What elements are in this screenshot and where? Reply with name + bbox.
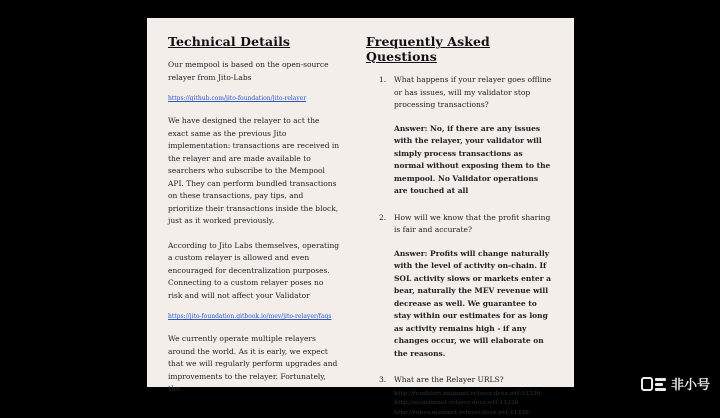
faq-column: [366, 34, 554, 418]
jito-relayer-faq-link[interactable]: https://jito-foundation.gitbook.io/mev/jito-relayer/faqs: [168, 313, 340, 320]
faq-answer: Answer: Profits will change naturally with the level of activity on-chain. If SOL activity slows or markets enter a bear, naturally the MEV revenue will decrease as well. We guarantee to stay within our estimates for as long as activity remains high - if any changes occur, we will elaborate on the reasons.: [394, 248, 554, 361]
faq-question: What happens if your relayer goes offline or has issues, will my validator stop processing transactions?: [394, 74, 554, 112]
watermark-text: 非小号: [671, 374, 710, 393]
relayer-url: http://tokyo.mainnet.relayer.deez.wtf:11226: [394, 409, 554, 418]
technical-details-column: [168, 34, 340, 396]
faq-question: How will we know that the profit sharing is fair and accurate?: [394, 212, 554, 237]
faq-item-number: 1.: [379, 74, 386, 87]
jito-relayer-github-link[interactable]: https://github.com/jito-foundation/jito-relayer: [168, 95, 340, 102]
faq-question: What are the Relayer URLS?: [394, 374, 554, 387]
relayer-url: http://ny.mainnet.relayer.deez.wtf:11226: [394, 399, 554, 409]
fxh-logo-icon: [641, 376, 667, 392]
faq-answer: Answer: No, if there are any issues with the relayer, your validator will simply process transactions as normal without exposing them to the mempool. No Validator operations are touched at all: [394, 123, 554, 198]
mempool-intro-text: Our mempool is based on the open-source relayer from Jito-Labs: [168, 59, 340, 84]
faq-item-number: 3.: [379, 374, 386, 387]
faq-item: [366, 212, 554, 361]
faq-item: [366, 74, 554, 198]
faq-heading: Frequently Asked Questions: [366, 34, 554, 64]
document-page: [147, 18, 574, 387]
faq-item: [366, 374, 554, 418]
technical-details-heading: Technical Details: [168, 34, 340, 49]
relayer-url: http://frankfurt.mainnet.relayer.deez.wtf:11226: [394, 390, 554, 400]
watermark: [641, 374, 710, 393]
jito-labs-permission-text: According to Jito Labs themselves, operating a custom relayer is allowed and even encouraged for decentralization purposes. Connecting to a custom relayer poses no risk and will not affect your Validator: [168, 240, 340, 303]
relayer-design-text: We have designed the relayer to act the exact same as the previous Jito implementation: transactions are received in the relayer and are made available to searchers who subscribe to the Mempool API. They can perform bundled transactions on these transactions, pay tips, and prioritize their transactions inside the block, just as it worked previously.: [168, 115, 340, 228]
faq-list: [366, 74, 554, 418]
relayers-operation-text: We currently operate multiple relayers around the world. As it is early, we expect that we will regularly perform upgrades and improvements to the relayer. Fortunately, the: [168, 333, 340, 396]
faq-item-number: 2.: [379, 212, 386, 225]
